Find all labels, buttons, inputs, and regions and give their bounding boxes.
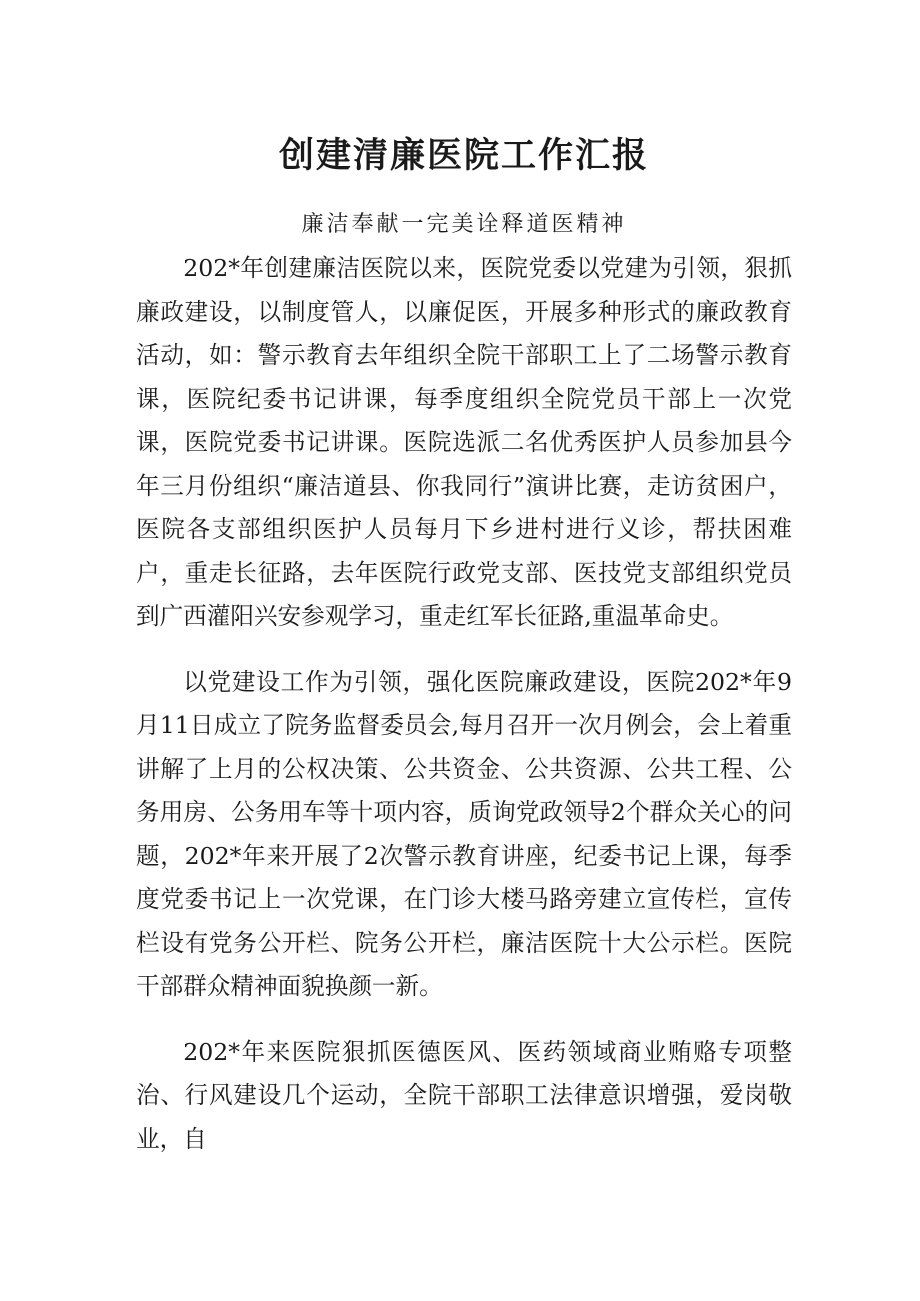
paragraph-2: 以党建设工作为引领，强化医院廉政建设，医院202*年9月11日成立了院务监督委员会,每月召开一次月例会，会上着重讲解了上月的公权决策、公共资金、公共资源、公共工程、公务用房、公务用车等十项内容，质询党政领导2个群众关心的问题，202*年来开展了2次警示教育讲座，纪委书记上课，每季度党委书记上一次党课，在门诊大楼马路旁建立宣传栏，宣传栏设有党务公开栏、院务公开栏，廉洁医院十大公示栏。医院干部群众精神面貌换颜一新。 (136, 667, 792, 1000)
paragraph-1: 202*年创建廉洁医院以来，医院党委以党建为引领，狠抓廉政建设，以制度管人，以廉促医，开展多种形式的廉政教育活动，如：警示教育去年组织全院干部职工上了二场警示教育课，医院纪委书记讲课，每季度组织全院党员干部上一次党课，医院党委书记讲课。医院选派二名优秀医护人员参加县今年三月份组织“廉洁道县、你我同行”演讲比赛，走访贫困户，医院各支部组织医护人员每月下乡进村进行义诊，帮扶困难户，重走长征路，去年医院行政党支部、医技党支部组织党员到广西灌阳兴安参观学习，重走红军长征路,重温革命史。 (136, 254, 792, 630)
paragraph-3: 202*年来医院狠抓医德医风、医药领域商业贿赂专项整治、行风建设几个运动，全院干部职工法律意识增强，爱岗敬业，自 (136, 1037, 792, 1153)
document-title: 创建清廉医院工作汇报 (278, 136, 649, 176)
document-subtitle: 廉洁奉献一完美诠释道医精神 (301, 212, 627, 237)
